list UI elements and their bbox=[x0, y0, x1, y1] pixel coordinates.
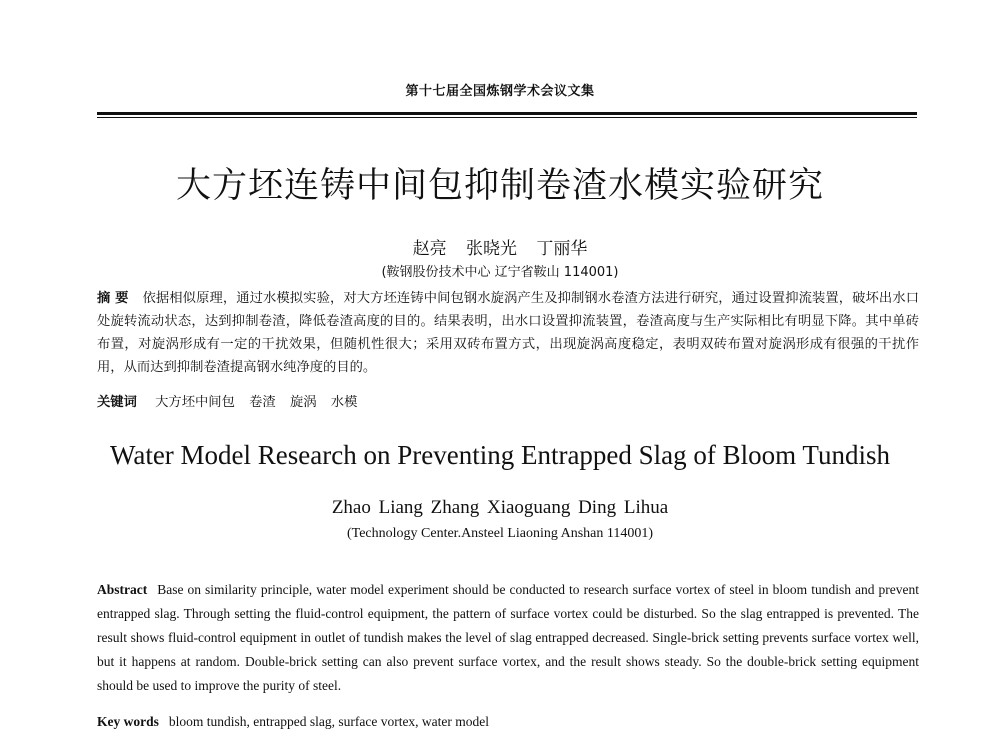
abstract-chinese bbox=[97, 287, 919, 379]
keywords-english bbox=[97, 710, 919, 734]
keywords-chinese bbox=[97, 393, 919, 413]
affiliation-chinese: (鞍钢股份技术中心 辽宁省鞍山 114001) bbox=[381, 265, 619, 280]
abstract-text-chinese: 依据相似原理，通过水模拟实验，对大方坯连铸中间包钢水旋涡产生及抑制钢水卷渣方法进行研究，通过设置抑流装置，破坏出水口处旋转流动状态，达到抑制卷渣，降低卷渣高度的目的。结果表明，出水口设置抑流装置，卷渣高度与生产实际相比有明显下降。其中单砖布置，对旋涡形成有一定的干扰效果，但随机性很大；采用双砖布置方式，出现旋涡高度稳定，表明双砖布置对旋涡形成有很强的干扰作用，从而达到抑制卷渣提高钢水纯净度的目的。 bbox=[97, 291, 920, 375]
keyword-chinese: 大方坯中间包 bbox=[155, 395, 235, 410]
keywords-label-english: Key words bbox=[97, 714, 159, 729]
keyword-chinese: 水模 bbox=[330, 395, 358, 410]
affiliation-english: (Technology Center.Ansteel Liaoning Anshan 114001) bbox=[346, 526, 654, 541]
title-english: Water Model Research on Preventing Entrapped Slag of Bloom Tundish bbox=[110, 440, 890, 470]
keywords-text-english: bloom tundish, entrapped slag, surface vortex, water model bbox=[168, 714, 490, 729]
running-head: 第十七届全国炼钢学术会议文集 bbox=[405, 84, 595, 99]
keyword-chinese: 旋涡 bbox=[289, 395, 317, 410]
abstract-label-english: Abstract bbox=[97, 582, 148, 597]
authors-chinese: 赵亮 张晓光 丁丽华 bbox=[412, 239, 588, 259]
abstract-label-chinese: 摘 要 bbox=[97, 291, 129, 306]
title-chinese: 大方坯连铸中间包抑制卷渣水模实验研究 bbox=[175, 166, 824, 206]
header-rule-thin bbox=[97, 117, 917, 118]
abstract-text-english: Base on similarity principle, water model experiment should be conducted to research surface vortex of steel in bloom tundish and prevent entrapped slag. Through setting the fluid-control equipment, the pattern of surface vortex could be disturbed. So the slag entrapped is prevented. The result shows fluid-control equipment in outlet of tundish makes the level of slag entrapped decreased. Single-brick setting prevents surface vortex well, but it happens at random. Double-brick setting can also prevent surface vortex, and the result shows steady. So the double-brick setting equipment should be used to improve the purity of steel. bbox=[97, 582, 919, 693]
keywords-label-chinese: 关键词 bbox=[97, 395, 137, 410]
abstract-english bbox=[97, 578, 919, 698]
keyword-chinese: 卷渣 bbox=[249, 395, 276, 410]
authors-english: Zhao Liang Zhang Xiaoguang Ding Lihua bbox=[331, 497, 669, 518]
header-rule-thick bbox=[97, 112, 917, 115]
